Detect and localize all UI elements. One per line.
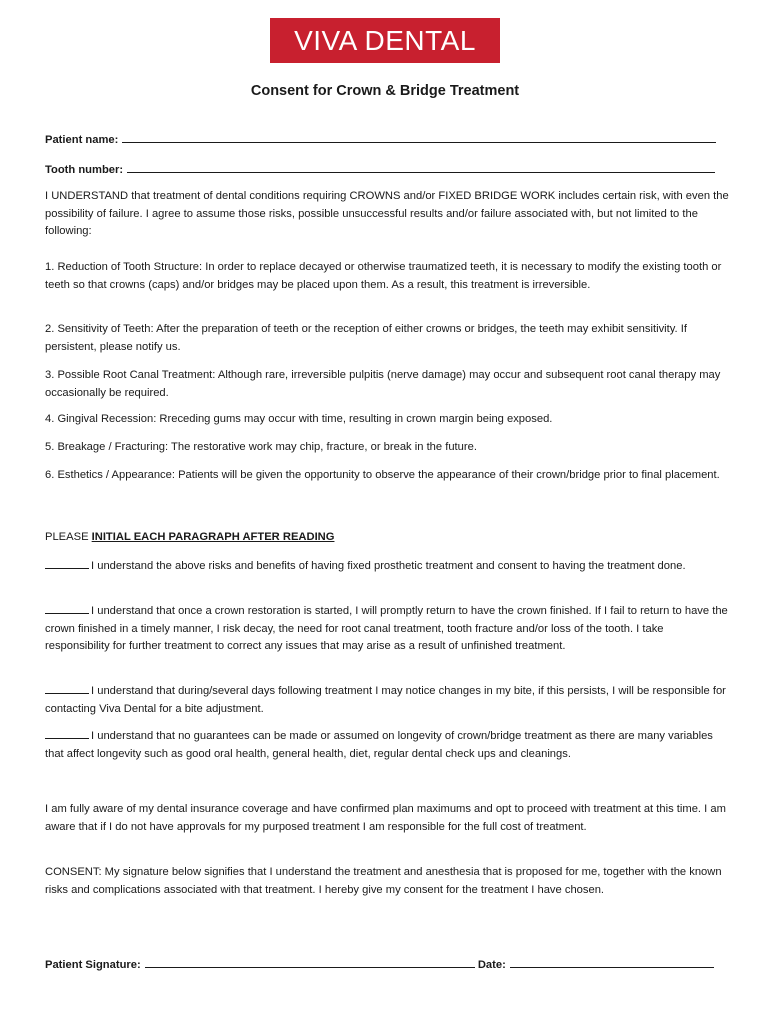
signature-row (45, 955, 714, 971)
date-line[interactable] (510, 955, 714, 968)
initial-item-3 (45, 682, 730, 718)
patient-name-field[interactable] (45, 130, 716, 146)
tooth-number-line[interactable] (127, 160, 715, 173)
initial-text: I understand that once a crown restoration is started, I will promptly return to have the crown finished. If I fail to return to have the crown finished in a timely manner, I risk decay, the need for root canal treatment, tooth fracture and/or loss of the tooth. I take responsibility for further treatment to correct any issues that may arise as a result of unfinished treatment. (45, 605, 728, 652)
risk-6: 6. Esthetics / Appearance: Patients will be given the opportunity to observe the appearance of their crown/bridge prior to final placement. (45, 469, 720, 481)
page-title: Consent for Crown & Bridge Treatment (250, 83, 520, 99)
initial-text: I understand that during/several days following treatment I may notice changes in my bite, if this persists, I will be responsible for contacting Viva Dental for a bite adjustment. (45, 685, 726, 715)
signature-line[interactable] (145, 955, 475, 968)
consent-paragraph: CONSENT: My signature below signifies that I understand the treatment and anesthesia that is proposed for me, together with the known risks and complications associated with that treatment. I hereby give my consent for the treatment I have chosen. (45, 866, 722, 896)
risk-1: 1. Reduction of Tooth Structure: In order to replace decayed or otherwise traumatized teeth, it is necessary to modify the existing tooth or teeth so that crowns (caps) and/or bridges may be placed upon them. As a result, this treatment is irreversible. (45, 261, 722, 291)
initial-text: I understand that no guarantees can be made or assumed on longevity of crown/bridge treatment as there are many variables that affect longevity such as good oral health, general health, diet, regular dental check ups and cleanings. (45, 730, 713, 760)
risk-3: 3. Possible Root Canal Treatment: Although rare, irreversible pulpitis (nerve damage) may occur and subsequent root canal therapy may occasionally be required. (45, 369, 721, 399)
viva-dental-logo: VIVA DENTAL (270, 18, 500, 63)
patient-name-label: Patient name: (45, 134, 119, 146)
date-label: Date: (477, 959, 506, 971)
initial-instruction (45, 529, 730, 547)
tooth-number-field[interactable] (45, 160, 715, 176)
patient-name-line[interactable] (122, 130, 716, 143)
risk-4: 4. Gingival Recession: Rreceding gums may occur with time, resulting in crown margin being exposed. (45, 413, 553, 425)
initial-text: I understand the above risks and benefits of having fixed prosthetic treatment and consent to having the treatment done. (91, 560, 686, 572)
initial-instruction-prefix: PLEASE (45, 531, 92, 543)
initial-blank[interactable] (45, 557, 89, 569)
intro-paragraph: I UNDERSTAND that treatment of dental conditions requiring CROWNS and/or FIXED BRIDGE WORK includes certain risk, with even the possibility of failure. I agree to assume those risks, possible unsuccessful results and/or failure associated with, but not limited to the following: (45, 190, 729, 237)
initial-blank[interactable] (45, 727, 89, 739)
insurance-paragraph: I am fully aware of my dental insurance coverage and have confirmed plan maximums and opt to proceed with treatment at this time. I am aware that if I do not have approvals for my purposed treatment I am responsible for the full cost of treatment. (45, 803, 726, 833)
tooth-number-label: Tooth number: (45, 164, 124, 176)
signature-label: Patient Signature: (45, 959, 141, 971)
initial-blank[interactable] (45, 682, 89, 694)
initial-item-1 (45, 557, 730, 576)
initial-item-2 (45, 602, 730, 656)
initial-blank[interactable] (45, 602, 89, 614)
initial-instruction-emphasis: INITIAL EACH PARAGRAPH AFTER READING (91, 531, 335, 543)
risk-5: 5. Breakage / Fracturing: The restorative work may chip, fracture, or break in the future. (45, 441, 477, 453)
initial-item-4 (45, 727, 730, 763)
risk-2: 2. Sensitivity of Teeth: After the preparation of teeth or the reception of either crowns or bridges, the teeth may exhibit sensitivity. If persistent, please notify us. (45, 323, 687, 353)
